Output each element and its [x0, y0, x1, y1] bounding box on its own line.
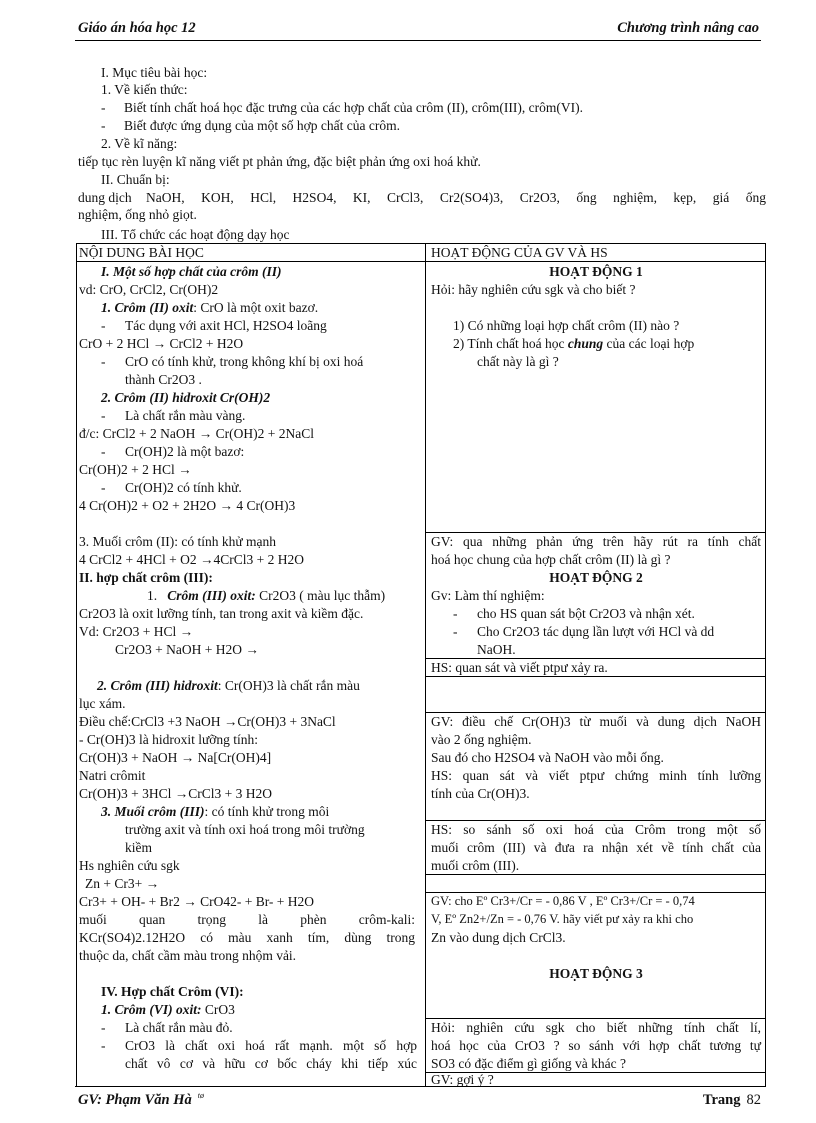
hoi1: Hỏi: hãy nghiên cứu sgk và cho biết ? [430, 282, 636, 297]
muc-tieu: I. Mục tiêu bài học: [101, 65, 208, 80]
hd2-title: HOẠT ĐỘNG 2 [549, 570, 643, 585]
cb1-b: NaOH, KOH, HCl, H2SO4, KI, CrCl3, Cr2(SO4)3, Cr2O3, ống nghiệm, kẹp, giá ống [146, 190, 766, 205]
hoi3-b: hoá học của CrO3 ? so sánh với hợp chất tương tự [430, 1038, 761, 1053]
s2-title: II. hợp chất crôm (III): [79, 570, 213, 585]
page-header [75, 20, 761, 41]
luc-xam: lục xám. [79, 696, 126, 711]
bullet: - [101, 480, 106, 495]
gv3-a: GV: điều chế Cr(OH)3 từ muối và dung dịch NaOH [430, 714, 761, 729]
q1: 1) Có những loại hợp chất crôm (II) nào ? [452, 318, 680, 333]
tn2-a: Cho Cr2O3 tác dụng lần lượt với HCl và dd [476, 624, 715, 639]
col2-header: HOẠT ĐỘNG CỦA GV VÀ HS [430, 245, 608, 260]
vd-naoh: Cr2O3 + NaOH + H2O → [115, 642, 259, 657]
pt-khu: 4 Cr(OH)2 + O2 + 2H2O → 4 Cr(OH)3 [79, 498, 296, 513]
cro-khu-1: CrO có tính khử, trong không khí bị oxi hoá [125, 354, 364, 369]
ki-nang: 2. Về kĩ năng: [101, 136, 178, 151]
pt-crom-hcl: Cr(OH)3 + 3HCl →CrCl3 + 3 H2O [79, 786, 272, 801]
bullet: - [452, 606, 458, 621]
vd: vd: CrO, CrCl2, Cr(OH)2 [79, 282, 219, 297]
kt1: Biết tính chất hoá học đặc trưng của các hợp chất của crôm (II), crôm(III), crôm(VI). [124, 100, 583, 115]
oxi-hoa-1: CrO3 là chất oxi hoá rất mạnh. một số hợp [125, 1038, 417, 1053]
hs3-b: muối crôm (III) và đưa ra nhận xét về tính chất của [430, 840, 761, 855]
cb2: nghiệm, ống nhỏ giọt. [78, 207, 197, 222]
pt-bazo: Cr(OH)2 + 2 HCl → [79, 462, 192, 477]
chuan-bi: II. Chuẩn bị: [101, 172, 170, 187]
activity-column [425, 244, 765, 1087]
hs2-a: HS: quan sát và viết ptpư chứng minh tính lưỡng [430, 768, 761, 783]
pt-br: Cr3+ + OH- + Br2 → CrO42- + Br- + H2O [79, 894, 315, 909]
tinh-khu: Cr(OH)2 có tính khử. [125, 480, 242, 495]
muoi-crom3-c: trường axit và tính oxi hoá trong môi trường [125, 822, 365, 837]
crom2-hidroxit: 2. Crôm (II) hidroxit Cr(OH)2 [101, 390, 271, 405]
gv1-a: GV: qua những phản ứng trên hãy rút ra tính chất [430, 534, 761, 549]
hd3-title: HOẠT ĐỘNG 3 [549, 966, 643, 981]
gv3-c: Sau đó cho H2SO4 và NaOH vào mỗi ống. [430, 750, 664, 765]
bullet: - [101, 354, 106, 369]
bullet: - [452, 624, 458, 639]
dieu-che-cr-oh2: đ/c: CrCl2 + 2 NaOH → Cr(OH)2 + 2NaCl [79, 426, 314, 441]
cb1-a: dung dịch [78, 190, 132, 205]
page-number: Trang 82 [702, 1092, 761, 1108]
bullet: - [101, 318, 106, 333]
hd1-title: HOẠT ĐỘNG 1 [549, 264, 643, 279]
hoi3-c: SO3 có đặc điểm gì giống và khác ? [430, 1056, 626, 1071]
hs1: HS: quan sát và viết ptpư xảy ra. [430, 660, 608, 675]
hs3-c: muối crôm (III). [430, 858, 520, 873]
tn1: cho HS quan sát bột Cr2O3 và nhận xét. [476, 606, 695, 621]
bullet: - [101, 444, 106, 459]
content-column [77, 244, 426, 1087]
gv3-b: vào 2 ống nghiệm. [430, 732, 532, 747]
bullet: - [101, 408, 106, 423]
hoi3-a: Hỏi: nghiên cứu sgk cho biết những tính chất lí, [430, 1020, 761, 1035]
thuoc-da: thuộc da, chất cầm màu trong nhộm vải. [79, 948, 297, 963]
muoi-crom3-d: kiềm [125, 840, 152, 855]
lesson-table [76, 243, 766, 1087]
oxi-hoa-2: chất vô cơ và hữu cơ bốc cháy khi tiếp xúc [125, 1056, 417, 1071]
ht-luong-tinh: - Cr(OH)3 là hidroxit lưỡng tính: [79, 732, 259, 747]
q2-line: 2) Tính chất hoá học chung của các loại hợp [452, 336, 695, 351]
bazo: Cr(OH)2 là một bazơ: [125, 444, 245, 459]
chat-ran-vang: Là chất rắn màu vàng. [125, 408, 246, 423]
luong-tinh: Cr2O3 là oxit lưỡng tính, tan trong axit và kiềm đặc. [79, 606, 364, 621]
natri-cromit: Natri crômit [79, 768, 146, 783]
dieu-che: Điều chế:CrCl3 +3 NaOH →Cr(OH)3 + 3NaCl [79, 714, 336, 729]
muoi-crom2: 3. Muối crôm (II): có tính khử mạnh [79, 534, 277, 549]
kt2: Biết được ứng dụng của một số hợp chất của crôm. [124, 118, 400, 133]
crom2-oxit-line: 1. Crôm (II) oxit: CrO là một oxit bazơ. [101, 300, 319, 315]
crom3-hidroxit-line: 2. Crôm (III) hidroxit: Cr(OH)3 là chất rắn màu [97, 678, 360, 693]
crom6-oxit-line: 1. Crôm (VI) oxit: CrO3 [101, 1002, 235, 1017]
header-left: Giáo án hóa học 12 [78, 20, 196, 36]
footer-author: GV: Phạm Văn Hà $^{tø}$ [78, 1091, 204, 1108]
bullet: - [101, 1038, 106, 1053]
kn1: tiếp tục rèn luyện kĩ năng viết pt phản ứng, đặc biệt phản ứng oxi hoá khử. [78, 154, 481, 169]
footer-mark: tø [197, 1091, 204, 1101]
bullet: - [101, 100, 106, 115]
tn2-b: NaOH. [476, 642, 516, 657]
gv4-c: Zn vào dung dịch CrCl3. [430, 930, 566, 945]
gv4-a: GV: cho Eº Cr3+/Cr = - 0,86 V , Eº Cr3+/Cr = - 0,74 [430, 894, 695, 908]
hs2-b: tính của Cr(OH)3. [430, 786, 530, 801]
tac-dung: Tác dụng với axit HCl, H2SO4 loãng [125, 318, 327, 333]
hs-nghien-cuu: Hs nghiên cứu sgk [79, 858, 180, 873]
col1-header: NỘI DUNG BÀI HỌC [79, 245, 204, 260]
goi-y: GV: gợi ý ? [430, 1072, 494, 1087]
pt-crom-naoh: Cr(OH)3 + NaOH → Na[Cr(OH)4] [79, 750, 272, 765]
pt-muoi2: 4 CrCl2 + 4HCl + O2 →4CrCl3 + 2 H2O [79, 552, 304, 567]
s1-title: I. Một số hợp chất của crôm (II) [101, 264, 282, 279]
kien-thuc: 1. Về kiến thức: [101, 82, 188, 97]
to-chuc: III. Tổ chức các hoạt động dạy học [101, 227, 290, 242]
crom3-oxit-line: 1. Crôm (III) oxit: Cr2O3 ( màu lục thẫm) [147, 588, 386, 603]
page-footer [75, 1086, 761, 1117]
gv1-b: hoá học chung của hợp chất crôm (II) là gì ? [430, 552, 671, 567]
pt-zn: Zn + Cr3+ → [85, 876, 160, 891]
muoi-quan-trong: muối quan trọng là phèn crôm-kali: [79, 912, 415, 927]
pt1: CrO + 2 HCl → CrCl2 + H2O [79, 336, 244, 351]
bullet: - [101, 1020, 106, 1035]
s4-title: IV. Hợp chất Crôm (VI): [101, 984, 244, 999]
vd-hcl: Vd: Cr2O3 + HCl → [79, 624, 194, 639]
bullet: - [101, 118, 106, 133]
q2-d: chất này là gì ? [476, 354, 559, 369]
gv4-b: V, Eº Zn2+/Zn = - 0,76 V. hãy viết pư xảy ra khi cho [430, 912, 694, 926]
mau-do: Là chất rắn màu đỏ. [125, 1020, 233, 1035]
muoi-crom3-line: 3. Muối crôm (III): có tính khử trong môi [101, 804, 330, 819]
phen-crom: KCr(SO4)2.12H2O có màu xanh tím, dùng trong [79, 930, 415, 945]
header-right: Chương trình nâng cao [617, 20, 759, 36]
hs3-a: HS: so sánh số oxi hoá của Crôm trong một số [430, 822, 761, 837]
cro-khu-2: thành Cr2O3 . [125, 372, 202, 387]
gv2: Gv: Làm thí nghiệm: [430, 588, 545, 603]
